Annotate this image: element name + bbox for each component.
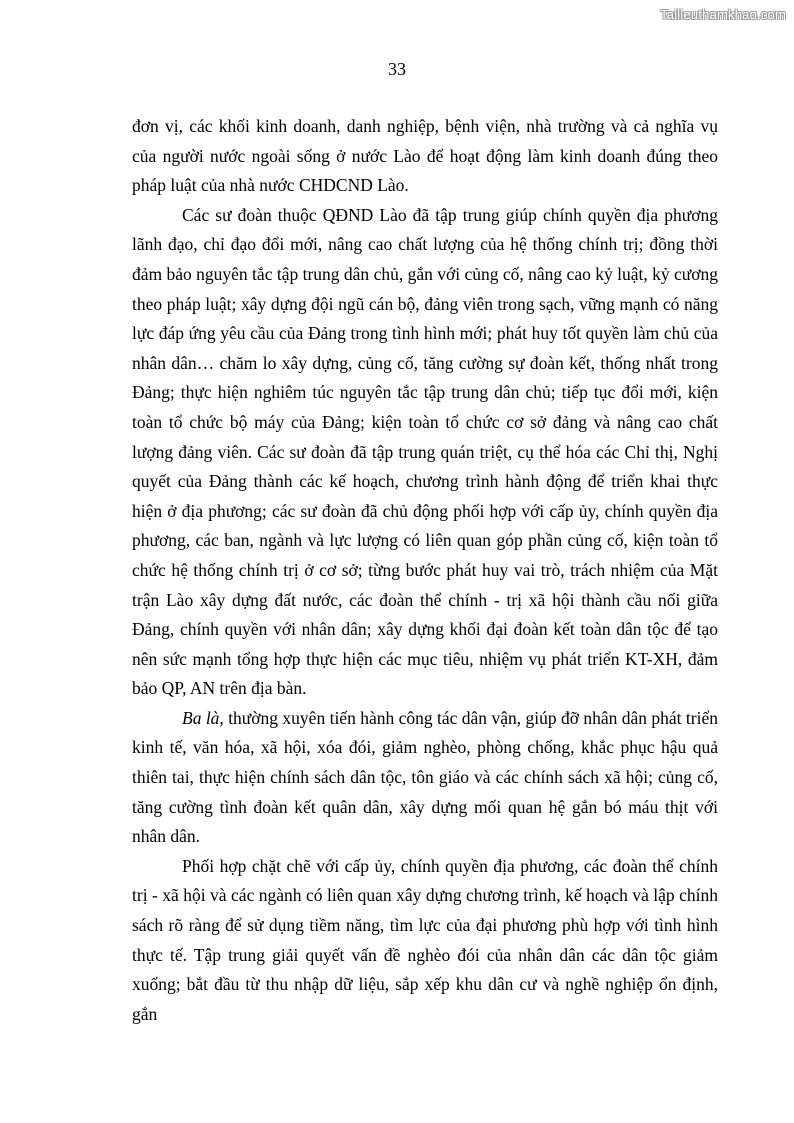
paragraph-1	[132, 112, 718, 201]
paragraph-3-lead: Ba là,	[182, 707, 224, 728]
watermark-text: Tailieuthamkhao.com	[660, 7, 786, 22]
paragraph-4-text: Phối hợp chặt chẽ với cấp ủy, chính quyền địa phương, các đoàn thể chính trị - xã hội và các ngành có liên quan xây dựng chương trình, kế hoạch và lập chính sách rõ ràng để sử dụng tiềm năng, tìm lực của đại phương phù hợp với tình hình thực tế. Tập trung giải quyết vấn đề nghèo đói của nhân dân các dân tộc giảm xuống; bắt đầu từ thu nhập dữ liệu, sắp xếp khu dân cư và nghề nghiệp ổn định, gắn	[132, 855, 718, 1024]
paragraph-3	[132, 704, 718, 852]
document-body	[132, 112, 718, 1029]
page-number: 33	[388, 59, 406, 79]
paragraph-1-text: đơn vị, các khối kinh doanh, danh nghiệp, bệnh viện, nhà trường và cả nghĩa vụ của người nước ngoài sống ở nước Lào để hoạt động làm kinh doanh đúng theo pháp luật của nhà nước CHDCND Lào.	[132, 116, 718, 196]
paragraph-2	[132, 201, 718, 704]
paragraph-2-text: Các sư đoàn thuộc QĐND Lào đã tập trung giúp chính quyền địa phương lãnh đạo, chỉ đạo đổi mới, nâng cao chất lượng của hệ thống chính trị; đồng thời đảm bảo nguyên tắc tập trung dân chủ, gắn với củng cố, nâng cao kỷ luật, kỷ cương theo pháp luật; xây dựng đội ngũ cán bộ, đảng viên trong sạch, vững mạnh có năng lực đáp ứng yêu cầu của Đảng trong tình hình mới; phát huy tốt quyền làm chủ của nhân dân… chăm lo xây dựng, củng cố, tăng cường sự đoàn kết, thống nhất trong Đảng; thực hiện nghiêm túc nguyên tắc tập trung dân chủ; tiếp tục đổi mới, kiện toàn tổ chức bộ máy của Đảng; kiện toàn tổ chức cơ sở đảng và nâng cao chất lượng đảng viên. Các sư đoàn đã tập trung quán triệt, cụ thể hóa các Chỉ thị, Nghị quyết của Đảng thành các kế hoạch, chương trình hành động để triển khai thực hiện ở địa phương; các sư đoàn đã chủ động phối hợp với cấp ủy, chính quyền địa phương, các ban, ngành và lực lượng có liên quan góp phần củng cố, kiện toàn tổ chức hệ thống chính trị ở cơ sở; từng bước phát huy vai trò, trách nhiệm của Mặt trận Lào xây dựng đất nước, các đoàn thể chính - trị xã hội thành cầu nối giữa Đảng, chính quyền với nhân dân; xây dựng khối đại đoàn kết toàn dân tộc để tạo nên sức mạnh tổng hợp thực hiện các mục tiêu, nhiệm vụ phát triển KT-XH, đảm bảo QP, AN trên địa bàn.	[132, 204, 718, 699]
paragraph-3-text: thường xuyên tiến hành công tác dân vận, giúp đỡ nhân dân phát triển kinh tế, văn hóa, xã hội, xóa đói, giảm nghèo, phòng chống, khắc phục hậu quả thiên tai, thực hiện chính sách dân tộc, tôn giáo và các chính sách xã hội; củng cố, tăng cường tình đoàn kết quân dân, xây dựng mối quan hệ gắn bó máu thịt với nhân dân.	[132, 707, 718, 847]
paragraph-4	[132, 852, 718, 1030]
